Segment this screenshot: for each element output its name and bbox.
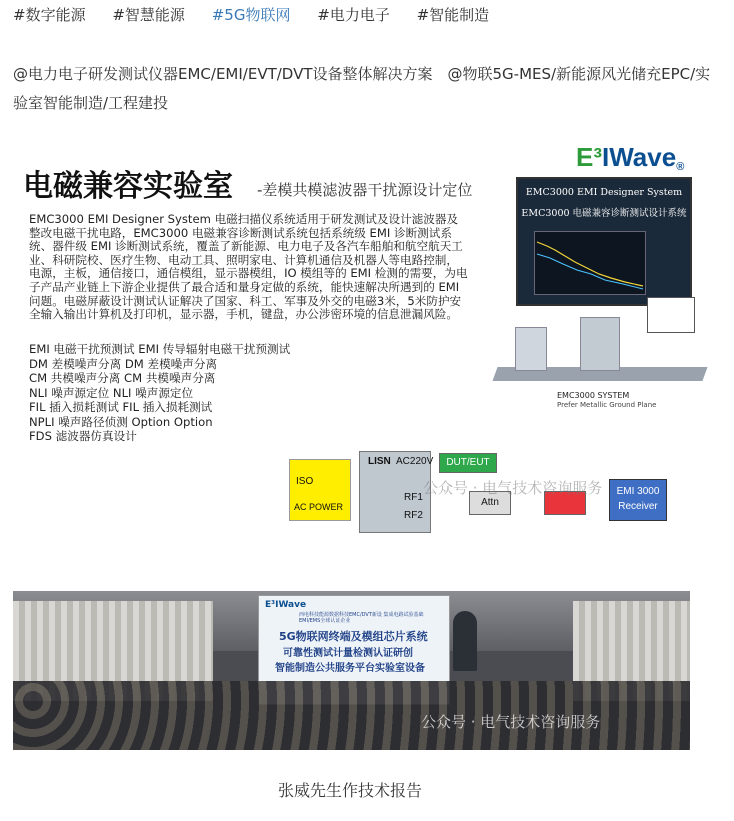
conference-photo <box>13 591 690 750</box>
list-item: FIL 插入损耗测试 FIL 插入损耗测试 <box>29 400 213 414</box>
screen-title: EMC3000 电磁兼容诊断测试设计系统 <box>521 208 687 219</box>
poster-title: 电磁兼容实验室 <box>23 169 233 204</box>
hashtag-link[interactable]: #电力电子 <box>317 6 390 24</box>
hashtag-link[interactable]: #智慧能源 <box>112 6 185 24</box>
software-screenshot <box>516 177 692 306</box>
list-item: CM 共模噪声分离 CM 共模噪声分离 <box>29 371 216 385</box>
watermark: 公众号 · 电气技术咨询服务 <box>421 713 601 731</box>
lab-setup-illustration <box>475 307 705 429</box>
hashtag-link[interactable]: #5G物联网 <box>211 6 291 24</box>
spectrum-display <box>534 231 646 295</box>
poster-subtitle: -差模共模滤波器干扰源设计定位 <box>257 181 473 199</box>
watermark: 公众号 · 电气技术咨询服务 <box>423 479 603 497</box>
screen-title: EMC3000 EMI Designer System <box>525 187 683 198</box>
dut-box: DUT/EUT <box>439 453 497 473</box>
intro-paragraph: @电力电子研发测试仪器EMC/EMI/EVT/DVT设备整体解决方案 @物联5G-MES/新能源风光储充EPC/实验室智能制造/工程建投 <box>13 65 711 112</box>
lisn-box: LISN AC220V RF1 RF2 <box>359 451 431 533</box>
hashtag-link[interactable]: #数字能源 <box>13 6 86 24</box>
e3iwave-logo: E³IWave® <box>576 142 685 173</box>
feature-list <box>29 342 290 444</box>
attenuator-box: Attn <box>469 491 511 515</box>
speaker <box>453 611 477 671</box>
list-item: FDS 滤波器仿真设计 <box>29 429 137 443</box>
receiver-box: EMI 3000 Receiver <box>609 479 667 521</box>
iso-power-box: ISO AC POWER <box>289 459 351 521</box>
setup-label: EMC3000 SYSTEM <box>557 391 630 400</box>
setup-label: Prefer Metallic Ground Plane <box>557 401 657 409</box>
photo-caption: 张威先生作技术报告 <box>277 781 422 800</box>
screen-logo: E³IWave <box>265 600 307 610</box>
banner-small-text: 西电科技能源数据科技EMC/DVT新设 集成电路试验基础EMI/EMS全球认证企业 <box>299 612 424 624</box>
hashtag-row <box>13 4 511 26</box>
banner-line: 智能制造公共服务平台实验室设备 <box>275 663 425 674</box>
banner-line: 5G物联网终端及模组芯片系统 <box>279 630 428 643</box>
list-item: NPLI 噪声路径侦测 Option Option <box>29 414 213 429</box>
poster-description: EMC3000 EMI Designer System 电磁扫描仪系统适用于研发测试及设计滤波器及整改电磁干扰电路，EMC3000 电磁兼容诊断测试系统包括系统级 EMI 诊断测试系统、器件级 EMI 诊断测试系统，覆盖了新能源、电力电子及各汽车船舶和航空航天工业、科研院校、医疗生物、电动工具、照明家电、计算机通信及机器人等电路控制，电源，主板，通信接口，通信模组，显示器模组，IO 模组等的 EMI 检测的需要，为电子产品产业链上下游企业提供了最合适和量身定做的系统，能快速解决所遇到的 EMI 问题。电磁屏蔽设计测试认证解决了国家、科工、军事及外交的电磁3米，5米防护安全输入输出计算机及打印机，显示器，手机，键盘，办公涉密环境的信息泄漏风险。 <box>29 212 468 322</box>
banner-line: 可靠性测试计量检测认证研创 <box>283 648 413 659</box>
list-item: DM 差模噪声分离 DM 差模噪声分离 <box>29 356 218 371</box>
hashtag-link[interactable]: #智能制造 <box>416 6 490 24</box>
list-item: NLI 噪声源定位 NLI 噪声源定位 <box>29 385 194 400</box>
equipment-box <box>515 327 547 371</box>
test-block-diagram <box>289 451 669 581</box>
list-item: EMI 电磁干扰预测试 EMI 传导辐射电磁干扰预测试 <box>29 342 291 356</box>
emc-lab-image <box>13 139 703 521</box>
monitor <box>647 297 695 333</box>
equipment-box <box>580 317 620 371</box>
